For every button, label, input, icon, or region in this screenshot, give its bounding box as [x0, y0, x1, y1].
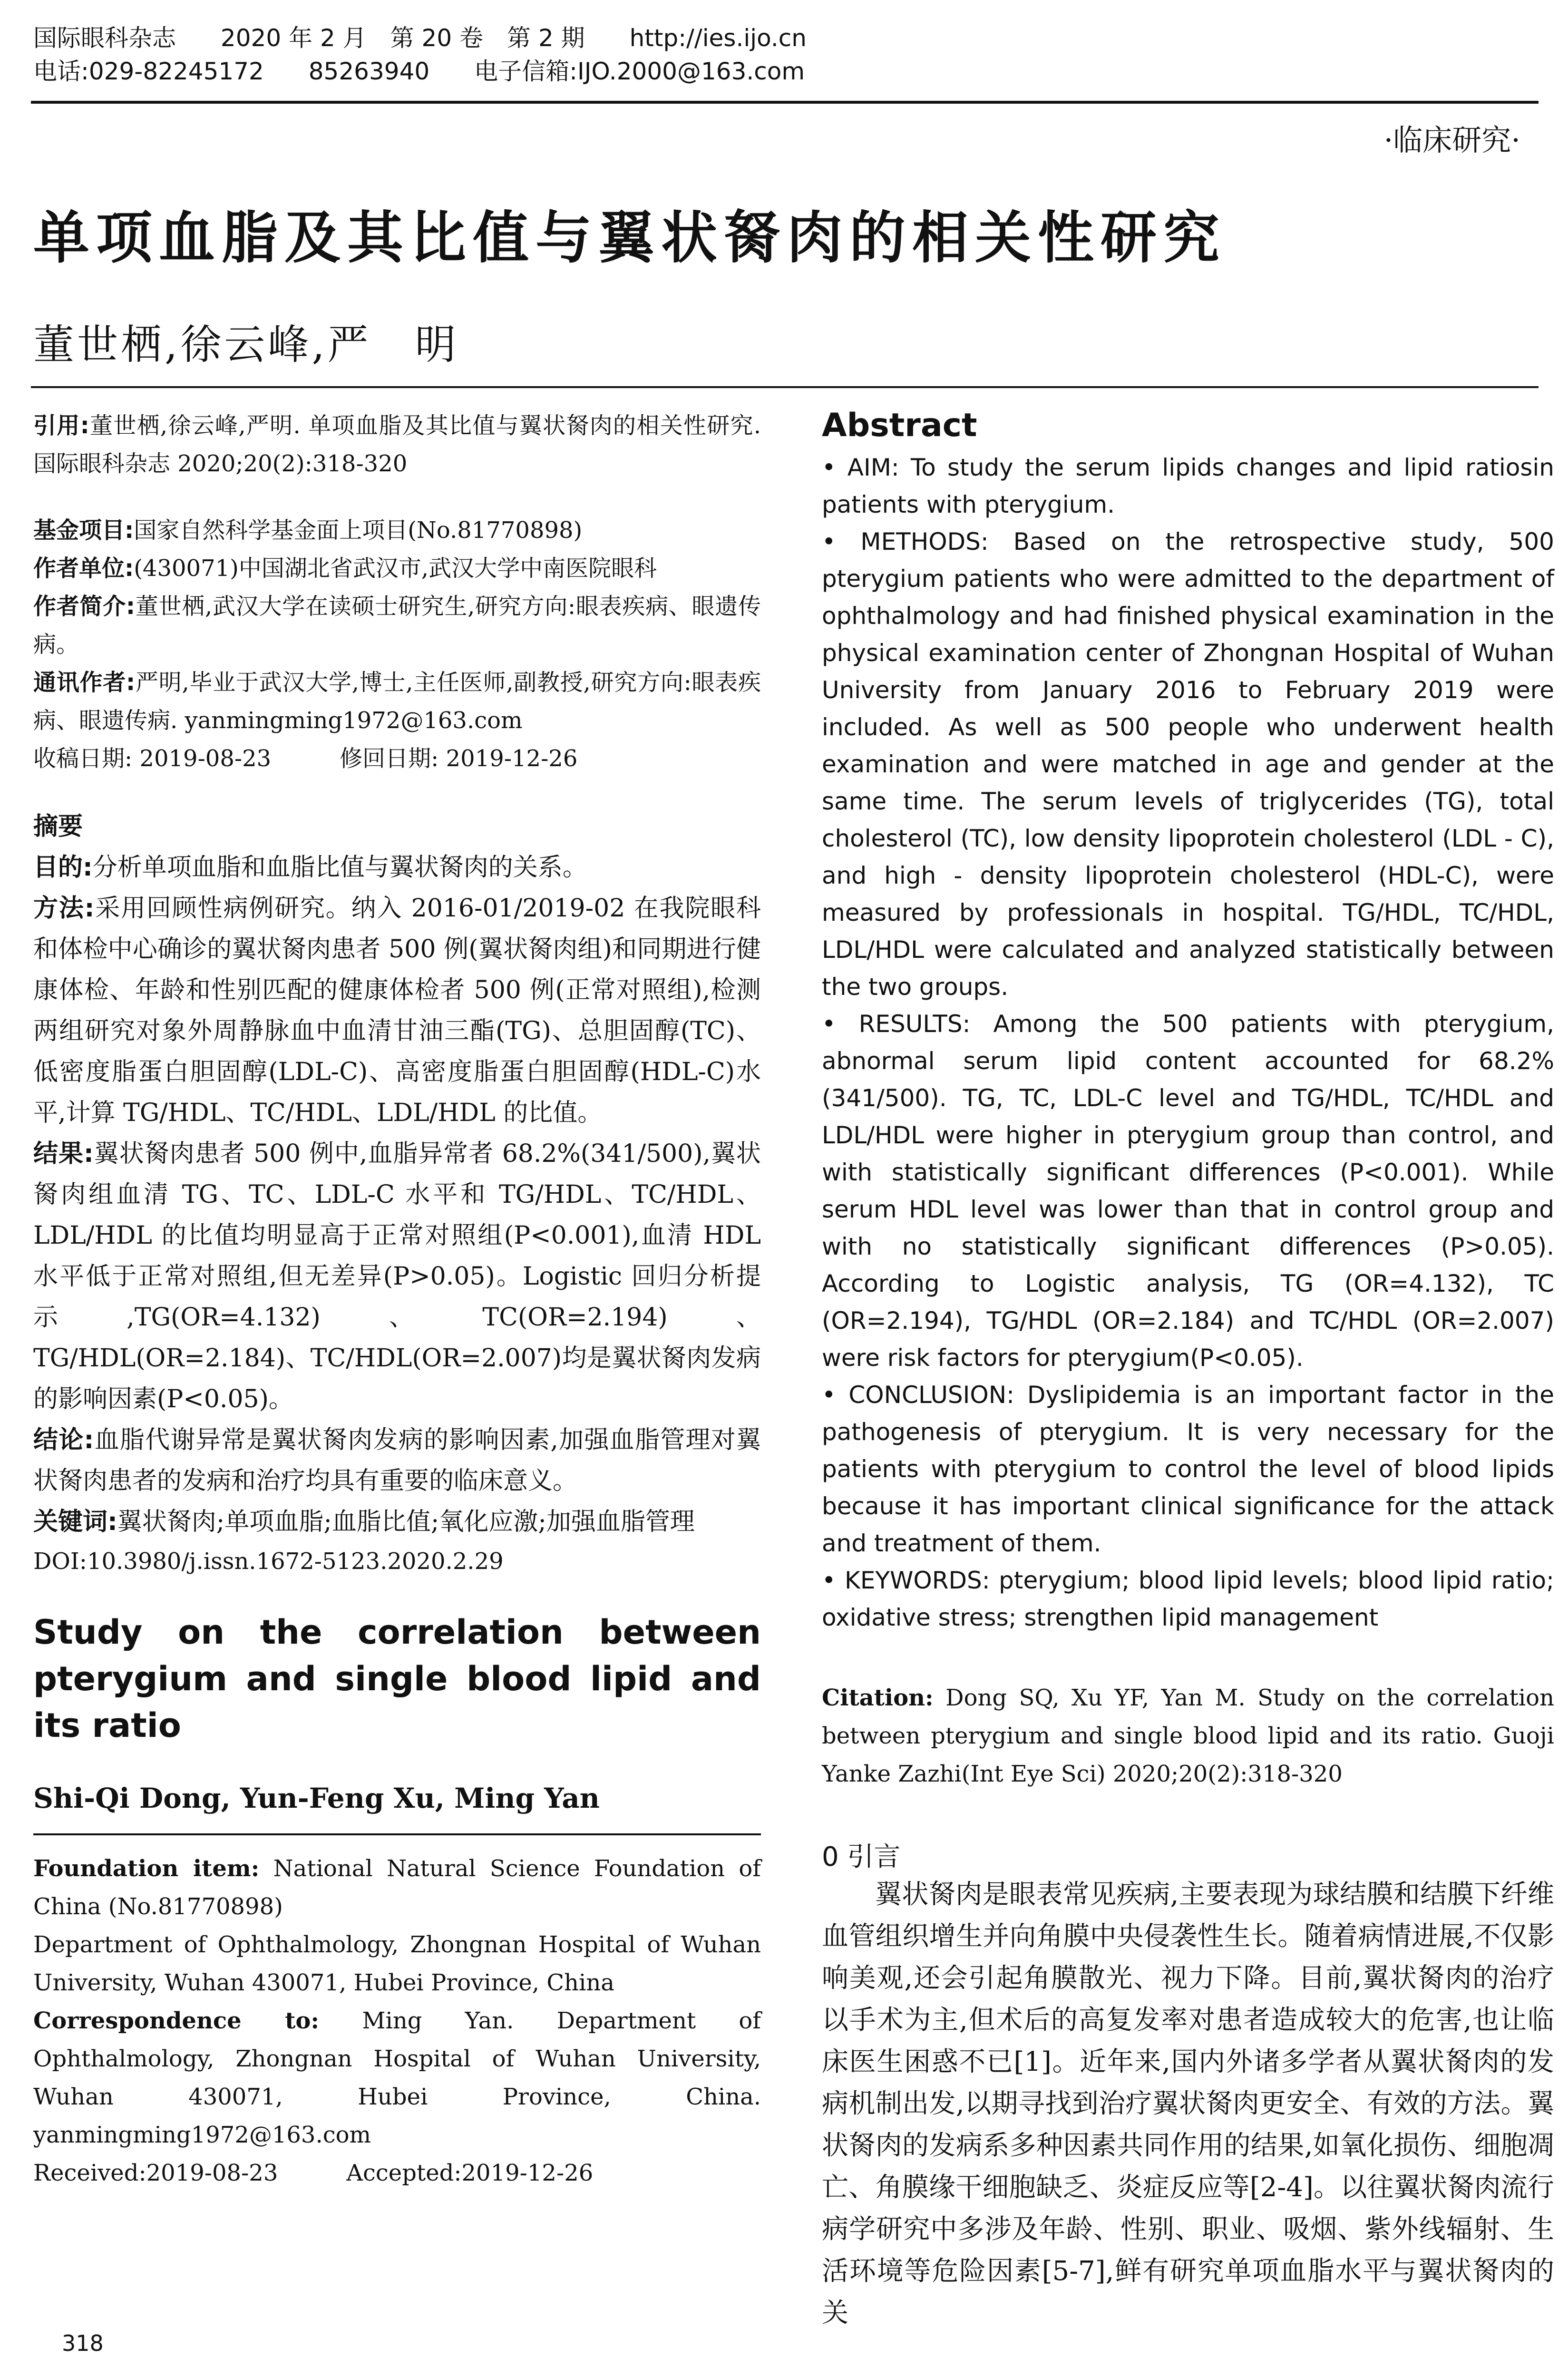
methods-cn-text: 采用回顾性病例研究。纳入 2016-01/2019-02 在我院眼科和体检中心确诊的翼状胬肉患者 500 例(翼状胬肉组)和同期进行健康体检、年龄和性别匹配的健康体检者 500 例(正常对照组),检测两组研究对象外周静脉血中血清甘油三酯(TG)、总胆固醇(TC)、低密度脂蛋白胆固醇(LDL-C)、高密度脂蛋白胆固醇(HDL-C)水平,计算 TG/HDL、TC/HDL、LDL/HDL 的比值。	[33, 894, 761, 1127]
article-title: 单项血脂及其比值与翼状胬肉的相关性研究	[33, 205, 1227, 271]
citation-cn-text: 董世栖,徐云峰,严明. 单项血脂及其比值与翼状胬肉的相关性研究.国际眼科杂志 2020;20(2):318-320	[33, 412, 761, 477]
citation-en-label: Citation:	[822, 1685, 934, 1711]
conclusion-cn-text: 血脂代谢异常是翼状胬肉发病的影响因素,加强血脂管理对翼状胬肉患者的发病和治疗均具有重要的临床意义。	[33, 1426, 761, 1495]
journal-url[interactable]: http://ies.ijo.cn	[629, 24, 807, 52]
received-date-cn: 收稿日期: 2019-08-23 修回日期: 2019-12-26	[33, 745, 578, 772]
methods-cn-label: 方法:	[33, 894, 95, 923]
abstract-head-cn-text: 摘要	[33, 812, 83, 841]
journal-name: 国际眼科杂志	[33, 24, 176, 52]
citation-en-text: Dong SQ, Xu YF, Yan M. Study on the correlation between pterygium and single blood lipid and its ratio. Guoji Yanke Zazhi(Int Eye Sci) 2020;20(2):318-320	[822, 1685, 1554, 1787]
corresponding-author	[33, 663, 761, 740]
conclusion-cn-label: 结论:	[33, 1426, 94, 1454]
fund-text: 国家自然科学基金面上项目(No.81770898)	[134, 517, 583, 544]
author-unit	[33, 549, 761, 587]
english-title: Study on the correlation between pterygium and single blood lipid and its ratio	[33, 1613, 761, 1745]
corr-text: 严明,毕业于武汉大学,博士,主任医师,副教授,研究方向:眼表疾病、眼遗传病. yanmingming1972@163.com	[33, 669, 761, 734]
methods-cn	[33, 888, 761, 1133]
fund-label: 基金项目:	[33, 517, 134, 544]
aim-cn	[33, 847, 761, 888]
fund-item	[33, 511, 761, 549]
aim-en: • AIM: To study the serum lipids changes and lipid ratiosin patients with pterygium.	[822, 454, 1554, 518]
journal-header	[33, 21, 1536, 88]
journal-email: 电子信箱:IJO.2000@163.com	[474, 58, 805, 85]
keywords-cn-label: 关键词:	[33, 1508, 117, 1536]
foundation-text: National Natural Science Foundation of China (No.81770898)	[33, 1855, 761, 1920]
results-cn	[33, 1133, 761, 1420]
conclusion-cn	[33, 1420, 761, 1501]
department: Department of Ophthalmology, Zhongnan Hospital of Wuhan University, Wuhan 430071, Hubei Province, China	[33, 1931, 761, 1996]
english-authors: Shi-Qi Dong, Yun-Feng Xu, Ming Yan	[33, 1782, 600, 1814]
correspondence-label: Correspondence to:	[33, 2007, 320, 2034]
unit-label: 作者单位:	[33, 555, 134, 582]
corr-label: 通讯作者:	[33, 669, 136, 696]
header-rule	[31, 101, 1539, 104]
results-en: • RESULTS: Among the 500 patients with pterygium, abnormal serum lipid content accounted for 68.2% (341/500). TG, TC, LDL-C level and TG/HDL, TC/HDL and LDL/HDL were higher in pterygium group than control, and with statistically significant differences (P<0.001). While serum HDL level was lower than that in control group and with no statistically significant differences (P>0.05). According to Logistic analysis, TG (OR=4.132), TC (OR=2.194), TG/HDL (OR=2.184) and TC/HDL (OR=2.007) were risk factors for pterygium(P<0.05).	[822, 1010, 1554, 1372]
keywords-cn-text: 翼状胬肉;单项血脂;血脂比值;氧化应激;加强血脂管理	[117, 1508, 695, 1536]
abstract-heading-cn	[33, 806, 761, 847]
bio-text: 董世栖,武汉大学在读硕士研究生,研究方向:眼表疾病、眼遗传病。	[33, 593, 761, 658]
received-date-en: Received:2019-08-23 Accepted:2019-12-26	[33, 2160, 594, 2186]
left-column	[33, 407, 761, 2192]
aim-cn-label: 目的:	[33, 853, 93, 882]
journal-phone: 电话:029-82245172	[33, 58, 264, 85]
aim-cn-text: 分析单项血脂和血脂比值与翼状胬肉的关系。	[92, 853, 587, 882]
section-tag: ·临床研究·	[1383, 123, 1520, 157]
foundation-label: Foundation item:	[33, 1855, 260, 1882]
keywords-cn	[33, 1501, 761, 1542]
journal-phone2: 85263940	[308, 58, 430, 85]
citation-cn-label: 引用:	[33, 412, 89, 439]
intro-heading: 0 引言	[822, 1841, 901, 1872]
intro-paragraph: 翼状胬肉是眼表常见疾病,主要表现为球结膜和结膜下纤维血管组织增生并向角膜中央侵袭性生长。随着病情进展,不仅影响美观,还会引起角膜散光、视力下降。目前,翼状胬肉的治疗以手术为主,但术后的高复发率对患者造成较大的危害,也让临床医生困惑不已[1]。近年来,国内外诸多学者从翼状胬肉的发病机制出发,以期寻找到治疗翼状胬肉更安全、有效的方法。翼状胬肉的发病系多种因素共同作用的结果,如氧化损伤、细胞凋亡、角膜缘干细胞缺乏、炎症反应等[2-4]。以往翼状胬肉流行病学研究中多涉及年龄、性别、职业、吸烟、紫外线辐射、生活环境等危险因素[5-7],鲜有研究单项血脂水平与翼状胬肉的关	[822, 1879, 1554, 2328]
results-cn-label: 结果:	[33, 1140, 94, 1168]
right-column	[822, 407, 1554, 2334]
journal-issue: 2020 年 2 月 第 20 卷 第 2 期	[220, 24, 585, 52]
results-cn-text: 翼状胬肉患者 500 例中,血脂异常者 68.2%(341/500),翼状胬肉组血清 TG、TC、LDL-C 水平和 TG/HDL、TC/HDL、LDL/HDL 的比值均明显高于正常对照组(P<0.001),血清 HDL 水平低于正常对照组,但无差异(P>0.05)。Logistic 回归分析提示,TG(OR=4.132)、TC(OR=2.194)、TG/HDL(OR=2.184)、TC/HDL(OR=2.007)均是翼状胬肉发病的影响因素(P<0.05)。	[33, 1140, 761, 1413]
correspondence	[33, 2002, 761, 2154]
page-number: 318	[62, 2330, 104, 2356]
methods-en: • METHODS: Based on the retrospective study, 500 pterygium patients who were admitted to the department of ophthalmology and had finished physical examination in the physical examination center of Zhongnan Hospital of Wuhan University from January 2016 to February 2019 were included. As well as 500 people who underwent health examination and were matched in age and gender at the same time. The serum levels of triglycerides (TG), total cholesterol (TC), low density lipoprotein cholesterol (LDL - C), and high - density lipoprotein cholesterol (HDL-C), were measured by professionals in hospital. TG/HDL, TC/HDL, LDL/HDL were calculated and analyzed statistically between the two groups.	[822, 528, 1554, 1001]
citation-en	[822, 1679, 1554, 1793]
article-authors: 董世栖,徐云峰,严 明	[33, 321, 459, 369]
bio-label: 作者简介:	[33, 593, 136, 620]
conclusion-en: • CONCLUSION: Dyslipidemia is an important factor in the pathogenesis of pterygium. It is very necessary for the patients with pterygium to control the level of blood lipids because it has important clinical significance for the attack and treatment of them.	[822, 1381, 1554, 1557]
title-rule	[31, 386, 1539, 388]
doi[interactable]: DOI:10.3980/j.issn.1672-5123.2020.2.29	[33, 1548, 504, 1575]
foundation-item	[33, 1850, 761, 1926]
keywords-en: • KEYWORDS: pterygium; blood lipid levels; blood lipid ratio; oxidative stress; strengthen lipid management	[822, 1567, 1554, 1631]
correspondence-text: Ming Yan. Department of Ophthalmology, Zhongnan Hospital of Wuhan University, Wuhan 430071, Hubei Province, China. yanmingming1972@163.com	[33, 2007, 761, 2148]
author-bio	[33, 587, 761, 663]
citation-cn	[33, 407, 761, 483]
unit-text: (430071)中国湖北省武汉市,武汉大学中南医院眼科	[134, 555, 657, 582]
abstract-heading-en: Abstract	[822, 407, 977, 444]
